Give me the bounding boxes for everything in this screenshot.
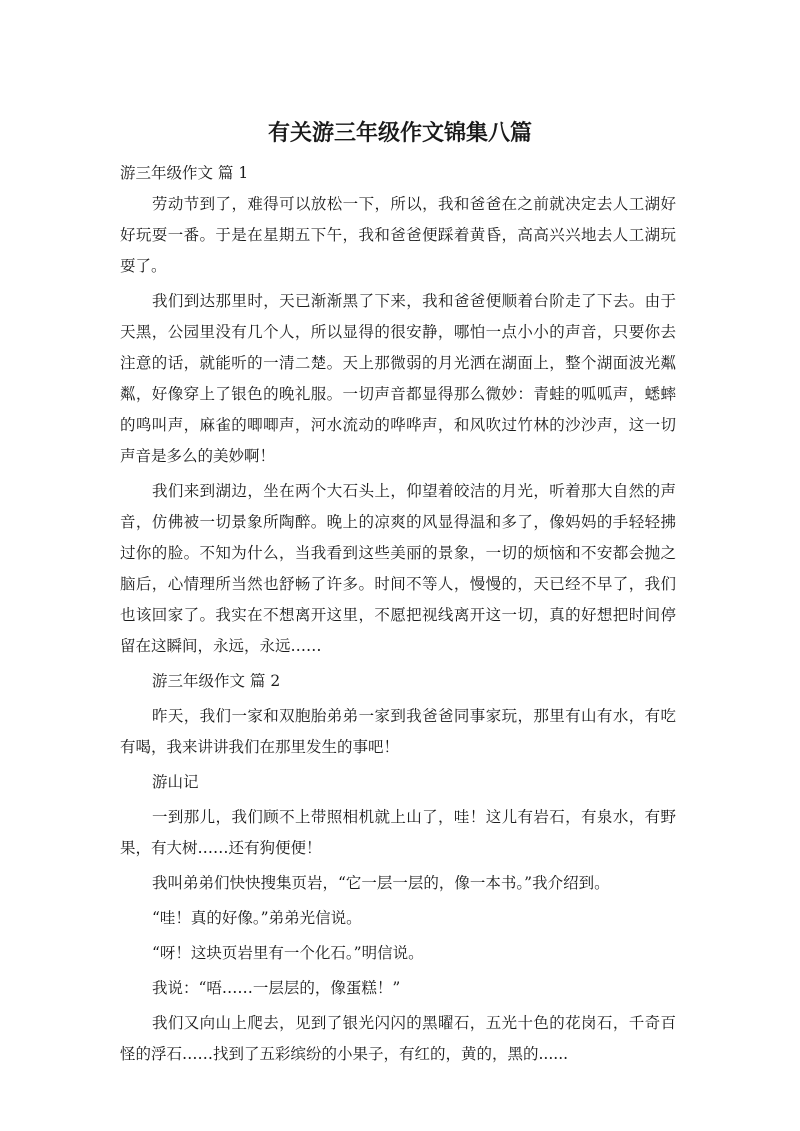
paragraph: “呀！这块页岩里有一个化石。”明信说。 — [152, 944, 424, 962]
paragraph: 我们又向山上爬去，见到了银光闪闪的黑曜石，五光十色的花岗石，千奇百怪的浮石……找到了五彩缤纷的小果子，有红的，黄的，黑的...... — [120, 1014, 676, 1063]
paragraph: 昨天，我们一家和双胞胎弟弟一家到我爸爸同事家玩，那里有山有水，有吃有喝，我来讲讲我们在那里发生的事吧！ — [120, 707, 676, 756]
paragraph: 劳动节到了，难得可以放松一下，所以，我和爸爸在之前就决定去人工湖好好玩耍一番。于是在星期五下午，我和爸爸便踩着黄昏，高高兴兴地去人工湖玩耍了。 — [120, 195, 676, 275]
paragraph: 一到那儿，我们顾不上带照相机就上山了，哇！这儿有岩石，有泉水，有野果，有大树……还有狗便便！ — [120, 808, 676, 857]
paragraph: 我叫弟弟们快快搜集页岩，“它一层一层的，像一本书。”我介绍到。 — [152, 874, 610, 892]
paragraph: 我们来到湖边，坐在两个大石头上，仰望着皎洁的月光，听着那大自然的声音，仿佛被一切景象所陶醉。晚上的凉爽的风显得温和多了，像妈妈的手轻轻拂过你的脸。不知为什么，当我看到这些美丽的景象，一切的烦恼和不安都会抛之脑后，心情理所当然也舒畅了许多。时间不等人，慢慢的，天已经不早了，我们也该回家了。我实在不想离开这里，不愿把视线离开这一切，真的好想把时间停留在这瞬间，永远，永远…… — [120, 482, 676, 655]
document-title: 有关游三年级作文锦集八篇 — [267, 121, 532, 146]
section-heading-1: 游三年级作文 篇 1 — [120, 164, 249, 182]
paragraph: 我们到达那里时，天已渐渐黑了下来，我和爸爸便顺着台阶走了下去。由于天黑，公园里没有几个人，所以显得的很安静，哪怕一点小小的声音，只要你去注意的话，就能听的一清二楚。天上那微弱的月光洒在湖面上，整个湖面波光粼粼，好像穿上了银色的晚礼服。一切声音都显得那么微妙：青蛙的呱呱声，蟋蟀的鸣叫声，麻雀的唧唧声，河水流动的哗哗声，和风吹过竹林的沙沙声，这一切声音是多么的美妙啊！ — [120, 292, 676, 465]
section-heading-2: 游三年级作文 篇 2 — [152, 672, 281, 690]
subheading: 游山记 — [152, 773, 199, 791]
paragraph: “哇！真的好像。”弟弟光信说。 — [152, 909, 362, 927]
document-body — [120, 158, 676, 1070]
paragraph: 我说：“唔……一层层的，像蛋糕！” — [152, 979, 401, 997]
